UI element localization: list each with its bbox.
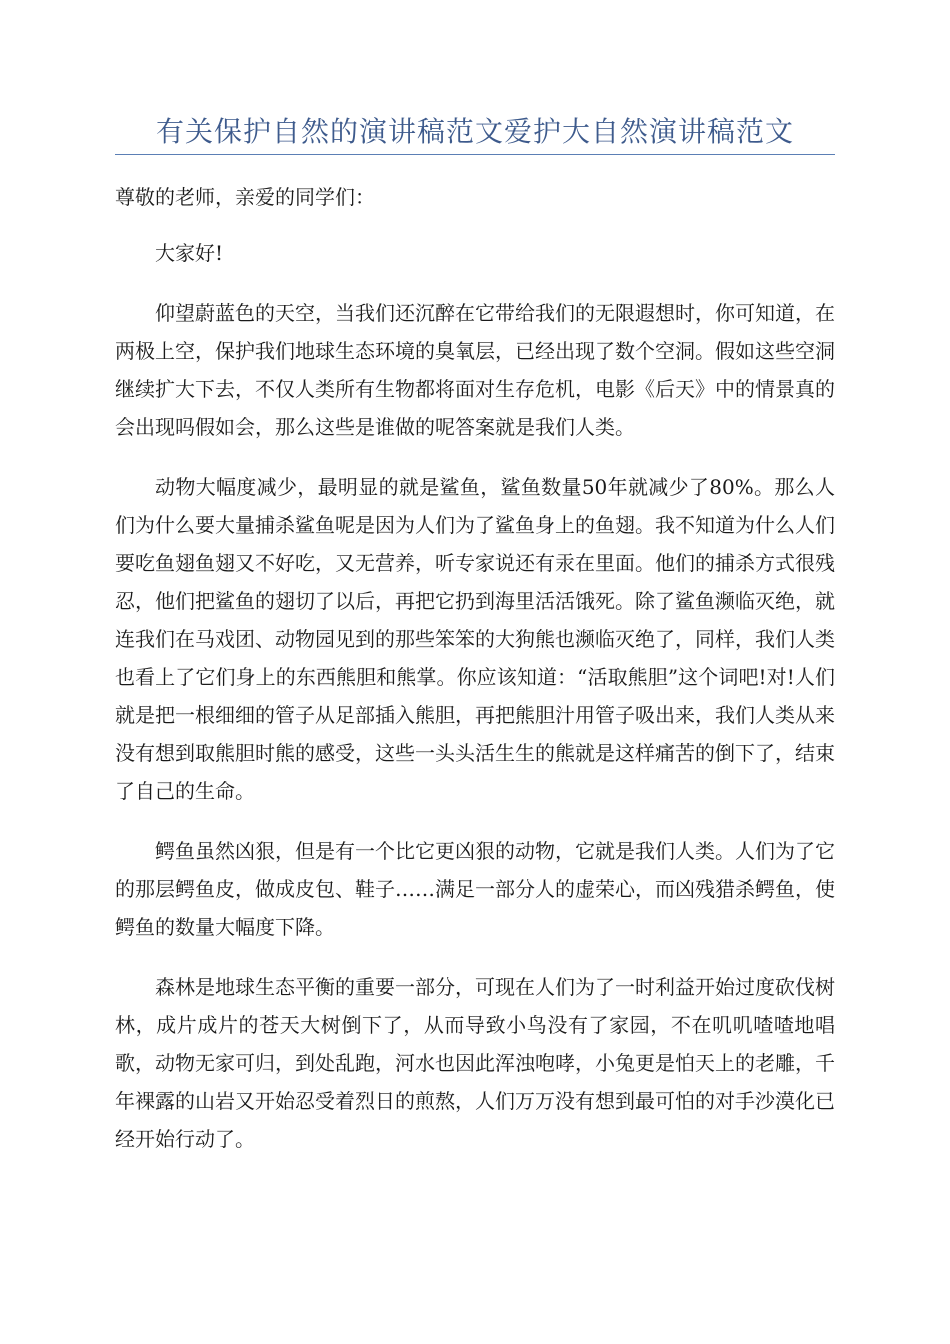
document-body <box>115 178 835 1180</box>
title-underline <box>115 154 835 155</box>
paragraph-greeting: 大家好! <box>155 241 224 265</box>
paragraph-ozone: 仰望蔚蓝色的天空，当我们还沉醉在它带给我们的无限遐想时，你可知道，在两极上空，保护我们地球生态环境的臭氧层，已经出现了数个空洞。假如这些空洞继续扩大下去，不仅人类所有生物都将面对生存危机，电影《后天》中的情景真的会出现吗假如会，那么这些是谁做的呢答案就是我们人类。 <box>115 301 835 439</box>
paragraph-crocodile: 鳄鱼虽然凶狠，但是有一个比它更凶狠的动物，它就是我们人类。人们为了它的那层鳄鱼皮，做成皮包、鞋子……满足一部分人的虚荣心，而凶残猎杀鳄鱼，使鳄鱼的数量大幅度下降。 <box>115 839 835 939</box>
salutation: 尊敬的老师，亲爱的同学们： <box>115 185 375 209</box>
document-title: 有关保护自然的演讲稿范文爱护大自然演讲稿范文 <box>155 115 794 148</box>
paragraph-forest: 森林是地球生态平衡的重要一部分，可现在人们为了一时利益开始过度砍伐树林，成片成片的苍天大树倒下了，从而导致小鸟没有了家园，不在叽叽喳喳地唱歌，动物无家可归，到处乱跑，河水也因此浑浊咆哮，小兔更是怕天上的老雕，千年裸露的山岩又开始忍受着烈日的煎熬，人们万万没有想到最可怕的对手沙漠化已经开始行动了。 <box>115 975 835 1151</box>
paragraph-animals: 动物大幅度减少，最明显的就是鲨鱼，鲨鱼数量50年就减少了80%。那么人们为什么要大量捕杀鲨鱼呢是因为人们为了鲨鱼身上的鱼翅。我不知道为什么人们要吃鱼翅鱼翅又不好吃，又无营养，听专家说还有汞在里面。他们的捕杀方式很残忍，他们把鲨鱼的翅切了以后，再把它扔到海里活活饿死。除了鲨鱼濒临灭绝，就连我们在马戏团、动物园见到的那些笨笨的大狗熊也濒临灭绝了，同样，我们人类也看上了它们身上的东西熊胆和熊掌。你应该知道：“活取熊胆”这个词吧!对!人们就是把一根细细的管子从足部插入熊胆，再把熊胆汁用管子吸出来，我们人类从来没有想到取熊胆时熊的感受，这些一头头活生生的熊就是这样痛苦的倒下了，结束了自己的生命。 <box>115 475 835 803</box>
